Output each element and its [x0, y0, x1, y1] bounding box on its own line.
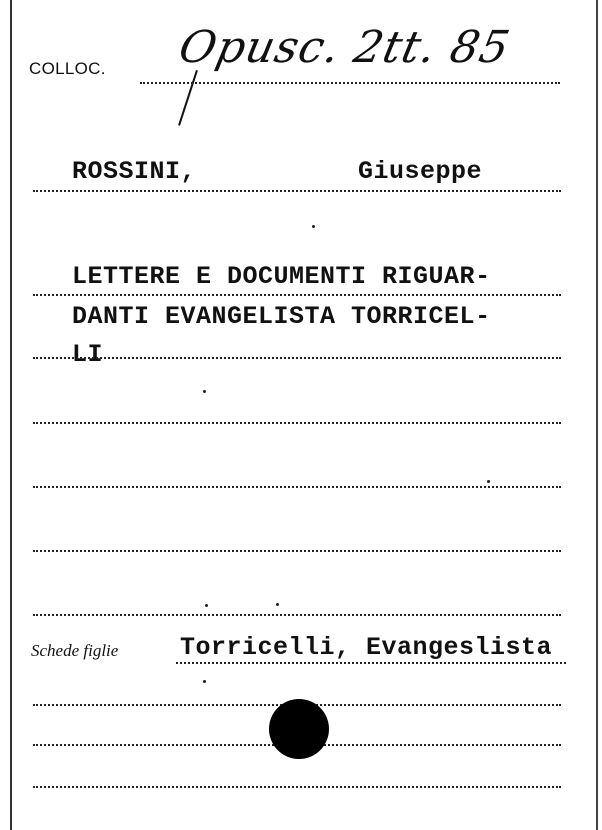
schede-figlie-label: Schede figlie — [31, 641, 119, 660]
title-dotted-line-1 — [33, 294, 561, 296]
colloc-label: COLLOC. — [29, 59, 106, 78]
ink-speck — [203, 390, 206, 393]
ink-speck — [312, 225, 315, 228]
punch-hole — [269, 699, 329, 759]
author-surname: ROSSINI, — [72, 157, 197, 186]
author-forename: Giuseppe — [358, 157, 483, 186]
card-left-edge — [10, 0, 12, 830]
ruled-line-7 — [33, 786, 561, 788]
shelfmark-handwritten: Opusc. 2tt. 85 — [174, 22, 515, 73]
schede-dotted-line — [176, 662, 566, 664]
ink-speck — [203, 680, 206, 683]
child-entry: Torricelli, Evangeslista — [180, 633, 553, 662]
handwriting-stroke — [178, 70, 198, 126]
title-line-1: LETTERE E DOCUMENTI RIGUAR- — [72, 262, 491, 291]
author-dotted-line — [33, 190, 561, 192]
ink-speck — [276, 603, 279, 606]
colloc-dotted-line — [140, 82, 560, 84]
ink-speck — [205, 604, 208, 607]
title-dotted-line-2 — [33, 357, 561, 359]
ink-speck — [487, 480, 490, 483]
title-line-2: DANTI EVANGELISTA TORRICEL- — [72, 302, 491, 331]
ruled-line-4 — [33, 614, 561, 616]
ruled-line-3 — [33, 550, 561, 552]
ruled-line-2 — [33, 486, 561, 488]
card-right-edge — [596, 0, 598, 830]
title-line-3: LI — [72, 340, 104, 369]
ruled-line-1 — [33, 422, 561, 424]
